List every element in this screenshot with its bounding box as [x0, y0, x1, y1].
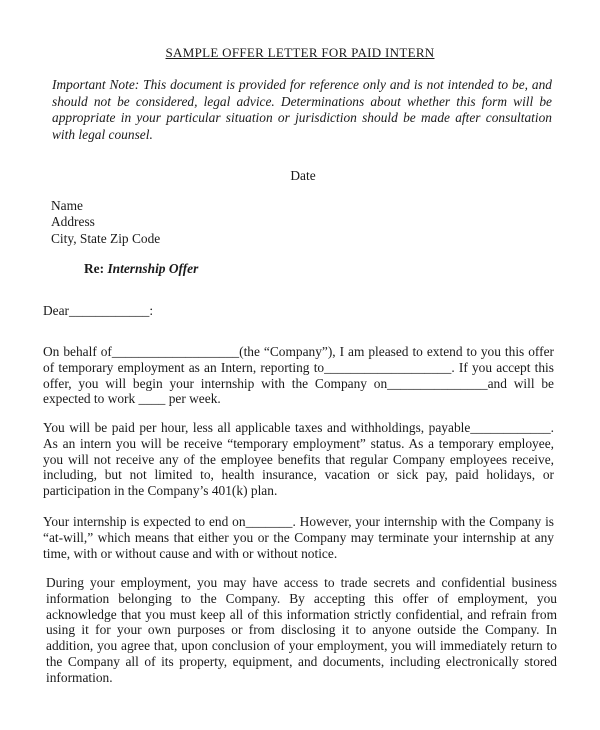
document-title: SAMPLE OFFER LETTER FOR PAID INTERN	[165, 45, 435, 60]
subject-value: Internship Offer	[107, 261, 199, 276]
recipient-address: Address	[51, 214, 95, 229]
salutation: Dear____________:	[43, 303, 154, 318]
recipient-name: Name	[51, 198, 83, 213]
important-note: Important Note: This document is provided for reference only and is not intended to be, and should not be considered, legal advice. Determinations about whether this form will be appropriate in your particular situation or jurisdiction should be made after consultation with legal counsel.	[52, 77, 552, 142]
subject-label: Re:	[84, 261, 105, 276]
paragraph-pay: You will be paid per hour, less all applicable taxes and withholdings, payable____________. As an intern you will be receive “temporary employment” status. As a temporary employee, you will not receive any of the employee benefits that regular Company employees receive, including, but not limited to, health insurance, vacation or sick pay, paid holidays, or participation in the Company’s 401(k) plan.	[43, 420, 554, 499]
date-label: Date	[290, 168, 316, 183]
paragraph-offer: On behalf of___________________(the “Company”), I am pleased to extend to you this offer of temporary employment as an Intern, reporting to___________________. If you accept this offer, you will begin your internship with the Company on_______________and will be expected to work ____ per week.	[43, 344, 554, 407]
paragraph-confidentiality: During your employment, you may have access to trade secrets and confidential business information belonging to the Company. By accepting this offer of employment, you acknowledge that you must keep all of this information strictly confidential, and refrain from using it for your own purposes or from disclosing it to anyone outside the Company. In addition, you agree that, upon conclusion of your employment, you will immediately return to the Company all of its property, equipment, and documents, including electronically stored information.	[46, 575, 557, 685]
paragraph-term: Your internship is expected to end on_______. However, your internship with the Company is “at-will,” which means that either you or the Company may terminate your internship at any time, with or without cause and with or without notice.	[43, 514, 554, 561]
recipient-city-state-zip: City, State Zip Code	[51, 231, 161, 246]
subject-line	[84, 261, 198, 277]
